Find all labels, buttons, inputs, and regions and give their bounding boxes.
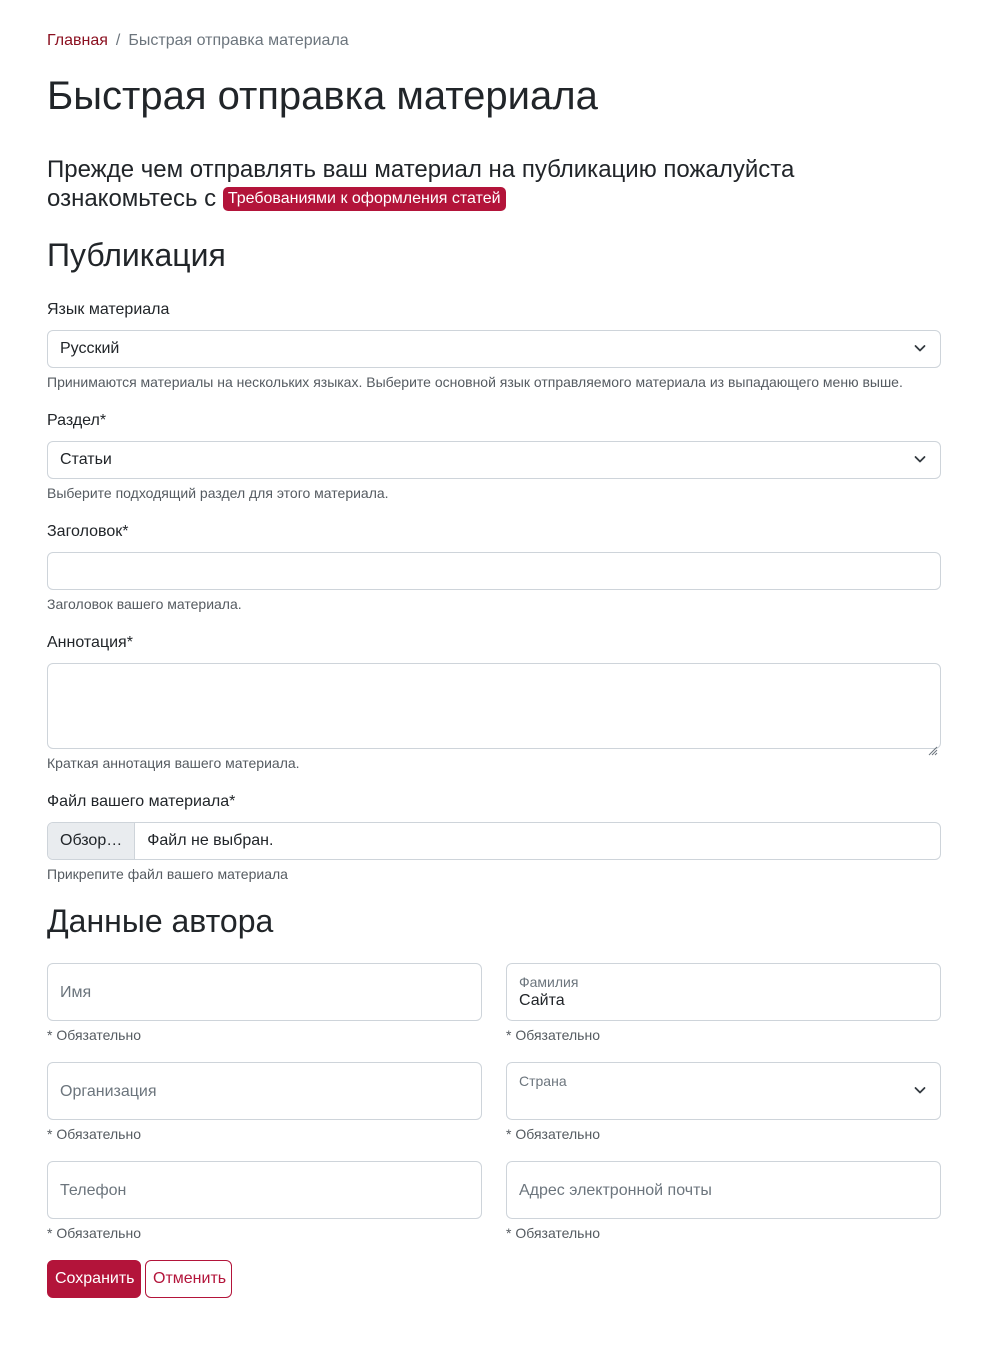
email-required-note: * Обязательно	[506, 1225, 600, 1241]
phone-field[interactable]	[47, 1161, 482, 1219]
language-select[interactable]	[47, 330, 941, 368]
page-title: Быстрая отправка материала	[47, 74, 598, 118]
author-heading: Данные автора	[47, 903, 274, 939]
file-help: Прикрепите файл вашего материала	[47, 866, 288, 882]
breadcrumb-home-link[interactable]: Главная	[47, 32, 108, 49]
abstract-textarea[interactable]	[47, 663, 941, 749]
language-help: Принимаются материалы на нескольких языках. Выберите основной язык отправляемого материала из выпадающего меню выше.	[47, 374, 903, 390]
section-select-value: Статьи	[60, 451, 112, 468]
organization-field[interactable]	[47, 1062, 482, 1120]
requirements-link[interactable]: Требованиями к оформления статей	[223, 187, 506, 211]
chevron-down-icon	[914, 342, 926, 354]
first-name-placeholder: Имя	[60, 984, 92, 1001]
publication-heading: Публикация	[47, 237, 226, 273]
cancel-button[interactable]: Отменить	[145, 1260, 232, 1298]
section-select[interactable]	[47, 441, 941, 479]
file-input[interactable]	[47, 822, 941, 860]
abstract-help: Краткая аннотация вашего материала.	[47, 755, 300, 771]
resize-grip-icon[interactable]	[926, 734, 938, 746]
title-label: Заголовок*	[47, 523, 129, 540]
country-required-note: * Обязательно	[506, 1126, 600, 1142]
language-label: Язык материала	[47, 301, 170, 318]
breadcrumb-current: Быстрая отправка материала	[128, 32, 349, 49]
last-name-label: Фамилия	[519, 974, 579, 990]
country-label: Страна	[519, 1073, 567, 1089]
phone-required-note: * Обязательно	[47, 1225, 141, 1241]
title-help: Заголовок вашего материала.	[47, 596, 242, 612]
save-button[interactable]: Сохранить	[47, 1260, 141, 1298]
last-name-field[interactable]	[506, 963, 941, 1021]
language-select-value: Русский	[60, 340, 120, 357]
intro-text	[47, 155, 867, 213]
organization-required-note: * Обязательно	[47, 1126, 141, 1142]
phone-placeholder: Телефон	[60, 1182, 127, 1199]
section-help: Выберите подходящий раздел для этого материала.	[47, 485, 389, 501]
first-name-field[interactable]	[47, 963, 482, 1021]
file-browse-button[interactable]: Обзор…	[48, 823, 135, 859]
chevron-down-icon	[914, 1084, 926, 1096]
abstract-label: Аннотация*	[47, 634, 133, 651]
file-label: Файл вашего материала*	[47, 793, 236, 810]
breadcrumb-separator: /	[115, 32, 121, 49]
email-field[interactable]	[506, 1161, 941, 1219]
section-label: Раздел*	[47, 412, 107, 429]
first-name-required-note: * Обязательно	[47, 1027, 141, 1043]
organization-placeholder: Организация	[60, 1083, 157, 1100]
title-input[interactable]	[47, 552, 941, 590]
last-name-value: Сайта	[519, 992, 565, 1009]
country-select[interactable]	[506, 1062, 941, 1120]
email-placeholder: Адрес электронной почты	[519, 1182, 712, 1199]
chevron-down-icon	[914, 453, 926, 465]
intro-sentence: Прежде чем отправлять ваш материал на публикацию пожалуйста ознакомьтесь с	[47, 156, 795, 212]
file-name-text: Файл не выбран.	[147, 832, 274, 849]
last-name-required-note: * Обязательно	[506, 1027, 600, 1043]
breadcrumb	[47, 31, 349, 51]
